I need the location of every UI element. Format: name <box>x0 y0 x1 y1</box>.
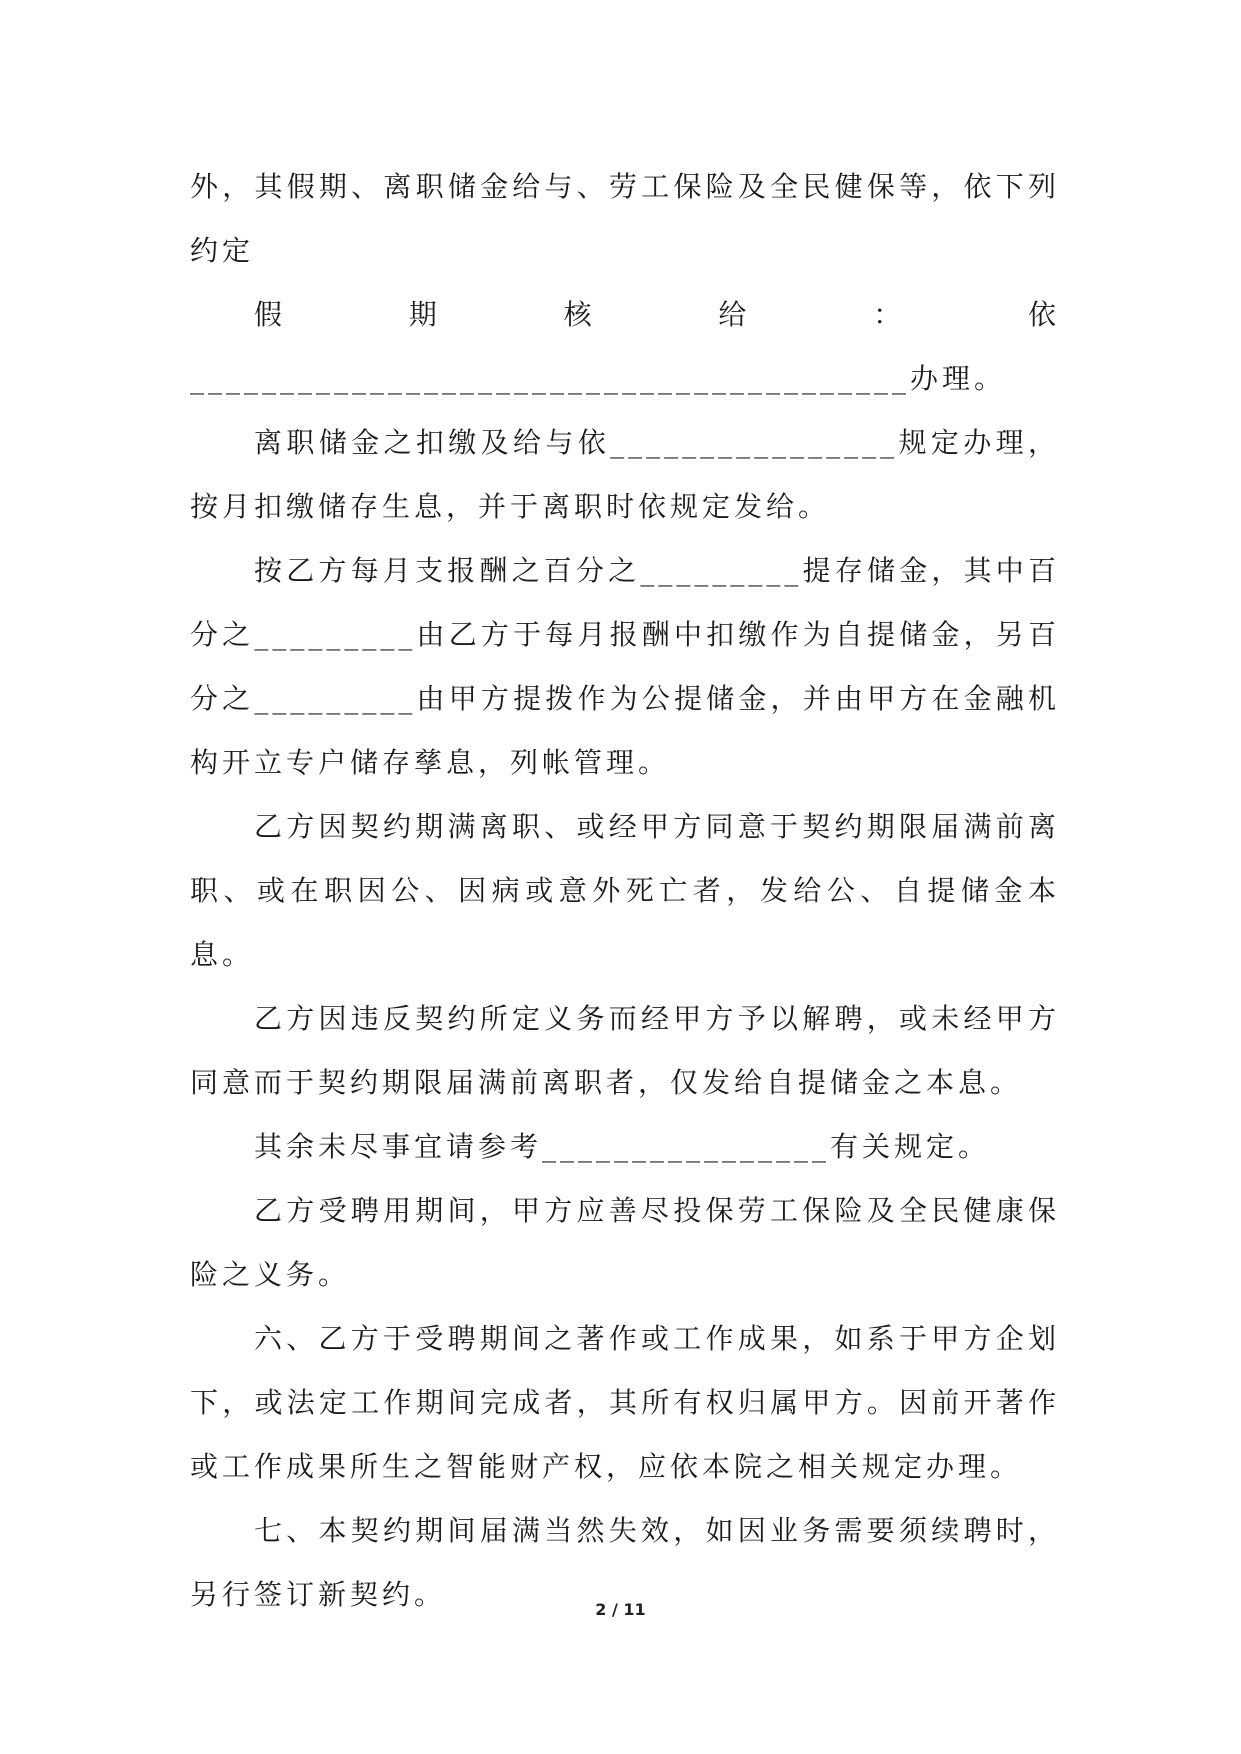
paragraph-vacation-intro: 外，其假期、离职储金给与、劳工保险及全民健保等，依下列约定 <box>190 170 1060 267</box>
paragraph-severance-savings: 离职储金之扣缴及给与依________________规定办理，按月扣缴储存生息，并于离职时依规定发给。 <box>190 426 1060 523</box>
paragraph-savings-percentage: 按乙方每月支报酬之百分之_________提存储金，其中百分之_________由乙方于每月报酬中扣缴作为自提储金，另百分之_________由甲方提拨作为公提储金，并由甲方在金融机构开立专户储存孳息，列帐管理。 <box>190 554 1060 779</box>
paragraph-contract-renewal: 七、本契约期间届满当然失效，如因业务需要须续聘时，另行签订新契约。 <box>190 1514 1060 1611</box>
paragraph-leave-grant: 假期核给：依________________________________________办理。 <box>190 298 1060 395</box>
paragraph-contract-expiry-payout: 乙方因契约期满离职、或经甲方同意于契约期限届满前离职、或在职因公、因病或意外死亡者，发给公、自提储金本息。 <box>190 810 1060 971</box>
paragraph-other-matters: 其余未尽事宜请参考________________有关规定。 <box>254 1130 991 1163</box>
page-number: 2 / 11 <box>595 1600 646 1619</box>
paragraph-breach-payout: 乙方因违反契约所定义务而经甲方予以解聘，或未经甲方同意而于契约期限届满前离职者，仅发给自提储金之本息。 <box>190 1002 1060 1099</box>
document-body <box>190 155 1060 1627</box>
paragraph-insurance-duty: 乙方受聘用期间，甲方应善尽投保劳工保险及全民健康保险之义务。 <box>190 1194 1060 1291</box>
paragraph-work-ownership: 六、乙方于受聘期间之著作或工作成果，如系于甲方企划下，或法定工作期间完成者，其所有权归属甲方。因前开著作或工作成果所生之智能财产权，应依本院之相关规定办理。 <box>190 1322 1060 1483</box>
